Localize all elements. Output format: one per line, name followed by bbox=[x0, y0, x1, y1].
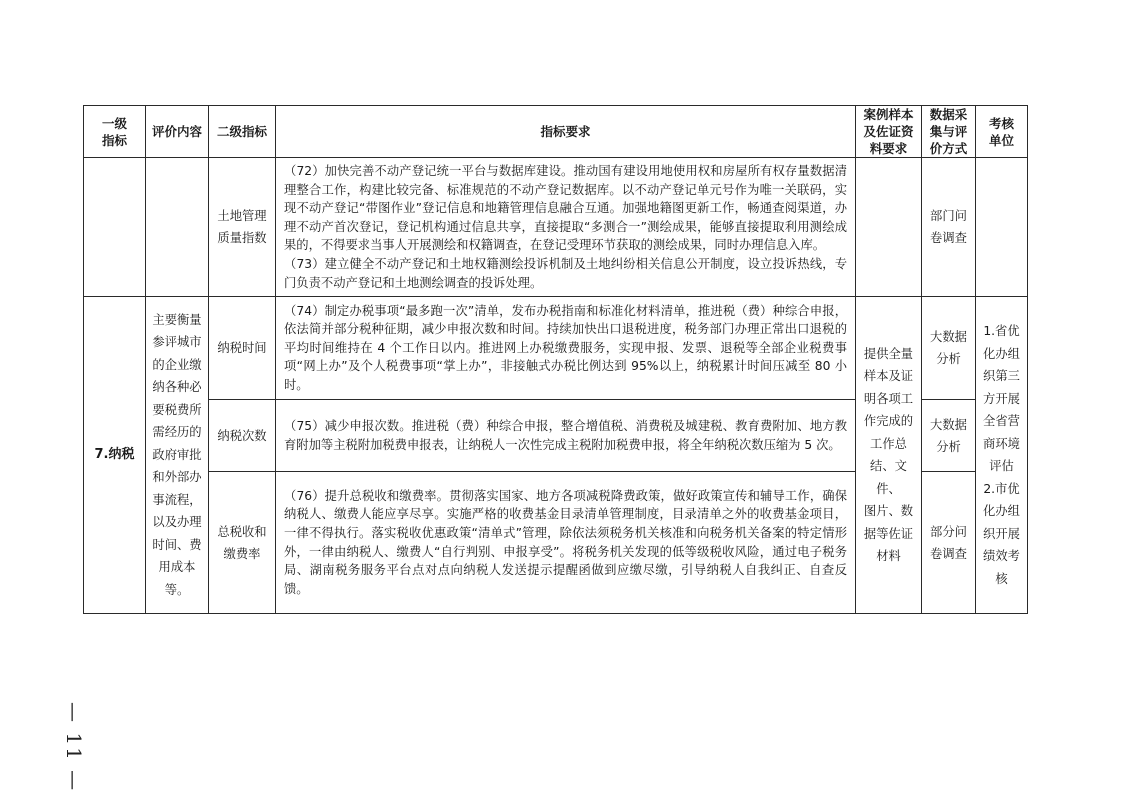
tax-level1: 7.纳税 bbox=[84, 297, 146, 614]
tax-unit: 1.省优 化办组 织第三 方开展 全省营 商环境 评估 2.市优 化办组 织开展 绩效考 核 bbox=[976, 297, 1028, 614]
table-row-land bbox=[84, 158, 1028, 297]
land-requirement bbox=[276, 158, 856, 297]
table-row-tax-time bbox=[84, 297, 1028, 400]
tax-count-sub-indicator: 纳税次数 bbox=[209, 400, 276, 472]
header-content: 评价内容 bbox=[146, 106, 209, 158]
tax-evidence: 提供全量 样本及证 明各项工 作完成的 工作总 结、文件、 图片、数 据等佐证 材料 bbox=[856, 297, 922, 614]
tax-count-method: 大数据 分析 bbox=[922, 400, 976, 472]
header-level2: 二级指标 bbox=[209, 106, 276, 158]
tax-count-requirement: （75）减少申报次数。推进税（费）种综合申报，整合增值税、消费税及城建税、教育费附加、地方教育附加等主税附加税费申报表，让纳税人一次性完成主税附加税费申报，将全年纳税次数压缩为 5 次。 bbox=[276, 400, 856, 472]
land-sub-indicator: 土地管理 质量指数 bbox=[209, 158, 276, 297]
evaluation-table bbox=[83, 105, 1028, 614]
cell-empty-content bbox=[146, 158, 209, 297]
table-header-row bbox=[84, 106, 1028, 158]
header-method: 数据采 集与评 价方式 bbox=[922, 106, 976, 158]
header-requirement: 指标要求 bbox=[276, 106, 856, 158]
tax-time-method: 大数据 分析 bbox=[922, 297, 976, 400]
cell-empty-evidence bbox=[856, 158, 922, 297]
tax-time-requirement: （74）制定办税事项“最多跑一次”清单，发布办税指南和标准化材料清单，推进税（费）种综合申报，依法简并部分税种征期，减少申报次数和时间。持续加快出口退税进度，税务部门办理正常出口退税的平均时间维持在 4 个工作日以内。推进网上办税缴费服务，实现申报、发票、退税等全部企业税费事项“网上办”及个人税费事项“掌上办”，非接触式办税比例达到 95%以上，纳税累计时间压减至 80 小时。 bbox=[276, 297, 856, 400]
tax-rate-sub-indicator: 总税收和 缴费率 bbox=[209, 472, 276, 614]
tax-rate-requirement: （76）提升总税收和缴费率。贯彻落实国家、地方各项减税降费政策，做好政策宣传和辅导工作，确保纳税人、缴费人能应享尽享。实施严格的收费基金目录清单管理制度，目录清单之外的收费基金项目，一律不得执行。落实税收优惠政策“清单式”管理，除依法须税务机关核准和向税务机关备案的特定情形外，一律由纳税人、缴费人“自行判别、申报享受”。将税务机关发现的低等级税收风险，通过电子税务局、湖南税务服务平台点对点向纳税人发送提示提醒函做到应缴尽缴，引导纳税人自我纠正、自查反馈。 bbox=[276, 472, 856, 614]
header-level1: 一级 指标 bbox=[84, 106, 146, 158]
tax-content: 主要衡量 参评城市 的企业缴 纳各种必 要税费所 需经历的 政府审批 和外部办 事流程， 以及办理 时间、费 用成本 等。 bbox=[146, 297, 209, 614]
header-unit: 考核 单位 bbox=[976, 106, 1028, 158]
tax-rate-method: 部分问 卷调查 bbox=[922, 472, 976, 614]
req-72: （72）加快完善不动产登记统一平台与数据库建设。推动国有建设用地使用权和房屋所有权存量数据清理整合工作，构建比较完备、标准规范的不动产登记数据库。以不动产登记单元号作为唯一关联码，实现不动产登记“带图作业”登记信息和地籍管理信息融合互通。加强地籍图更新工作，畅通查阅渠道，办理不动产首次登记，登记机构通过信息共享，直接提取“多测合一”测绘成果，能够直接提取利用测绘成果的，不得要求当事人开展测绘和权籍调查，在登记受理环节获取的测绘成果，同时办理信息入库。 bbox=[284, 164, 847, 253]
cell-empty-unit bbox=[976, 158, 1028, 297]
tax-time-sub-indicator: 纳税时间 bbox=[209, 297, 276, 400]
header-evidence: 案例样本 及佐证资 料要求 bbox=[856, 106, 922, 158]
land-method: 部门问 卷调查 bbox=[922, 158, 976, 297]
req-73: （73）建立健全不动产登记和土地权籍测绘投诉机制及土地纠纷相关信息公开制度，设立投诉热线，专门负责不动产登记和土地测绘调查的投诉处理。 bbox=[284, 256, 847, 290]
page-number: — 11 — bbox=[62, 702, 86, 793]
cell-empty-level1 bbox=[84, 158, 146, 297]
